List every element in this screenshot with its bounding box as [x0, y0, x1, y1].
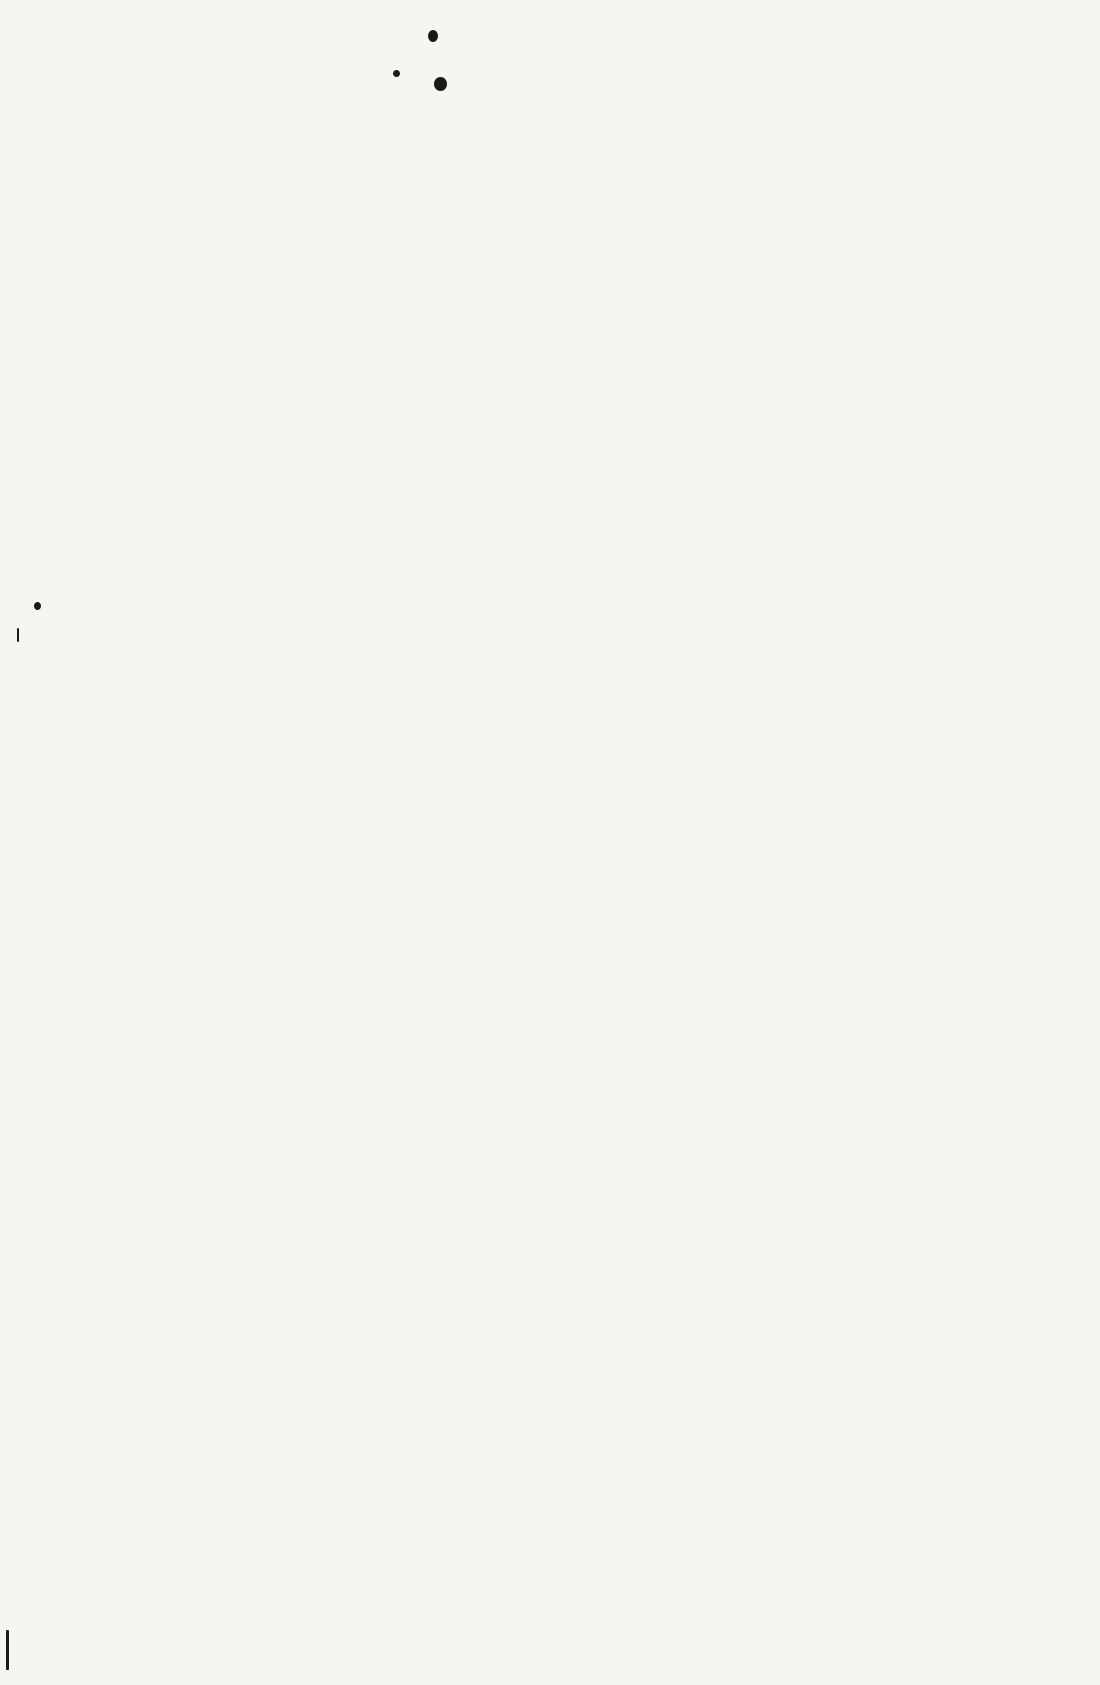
- ink-spot: [6, 1630, 9, 1670]
- ink-spot: [34, 602, 41, 610]
- ink-spot: [393, 70, 400, 77]
- ink-spot: [428, 30, 438, 42]
- ink-spot: [434, 77, 447, 91]
- ink-spot: [17, 628, 19, 642]
